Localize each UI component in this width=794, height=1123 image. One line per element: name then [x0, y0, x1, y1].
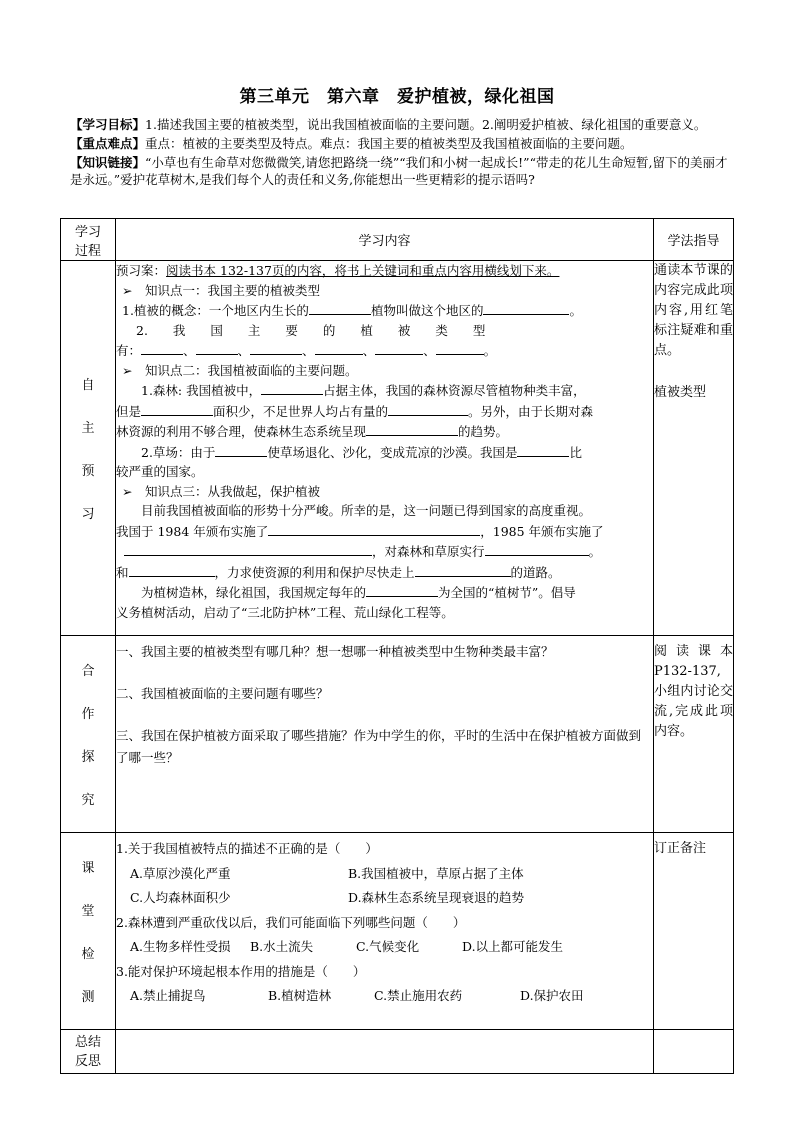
- preview-tip: 通读本节课的内容完成此项内容,用红笔标注疑难和重点。 植被类型: [654, 261, 734, 636]
- protection-law-line-3: 和 ，力求使资源的利用和保护尽快走上 的道路。: [116, 562, 653, 583]
- grassland-line-1: 2.草场：由于 使草场退化、沙化，变成荒凉的沙漠。我国是 比: [116, 442, 653, 463]
- fill-blank[interactable]: [375, 340, 423, 355]
- tree-planting-line-1: 为植树造林，绿化祖国，我国规定每年的 为全国的“植树节”。倡导: [116, 582, 653, 603]
- vegetation-types-blanks: 有： 、 、 、 、 、 。: [116, 340, 653, 361]
- intro-section: [70, 116, 736, 190]
- protection-law-line-1: 我国于 1984 年颁布实施了 ，1985 年颁布实施了: [116, 521, 653, 542]
- option[interactable]: D.保护农田: [520, 988, 584, 1003]
- goal-text: 1.描述我国主要的植被类型，说出我国植被面临的主要问题。2.阐明爱护植被、绿化祖国的重要意义。: [145, 117, 707, 132]
- goal-label: 【学习目标】: [70, 117, 146, 132]
- fill-blank[interactable]: [415, 562, 511, 577]
- option[interactable]: B.我国植被中，草原占据了主体: [348, 865, 524, 881]
- fill-blank[interactable]: [124, 541, 372, 556]
- check-content: [116, 833, 654, 1030]
- option[interactable]: A.生物多样性受损: [130, 939, 231, 954]
- fill-blank[interactable]: [141, 401, 213, 416]
- option[interactable]: D.以上都可能发生: [462, 939, 564, 954]
- key-text: 重点：植被的主要类型及特点。难点：我国主要的植被类型及我国植被面临的主要问题。: [145, 136, 633, 151]
- key-points: [70, 135, 736, 152]
- coop-row: [61, 636, 734, 833]
- fill-blank[interactable]: [315, 340, 363, 355]
- check-question-1: 1.关于我国植被特点的描述不正确的是（ ）: [116, 841, 378, 856]
- fill-blank[interactable]: [268, 521, 480, 536]
- option[interactable]: A.草原沙漠化严重: [130, 865, 231, 881]
- question-1-options-b: [116, 886, 653, 911]
- summary-content[interactable]: [116, 1030, 654, 1074]
- fill-blank[interactable]: [250, 340, 302, 355]
- preview-row: [61, 261, 734, 636]
- fill-blank[interactable]: [366, 582, 438, 597]
- coop-question-2: 二、我国植被面临的主要问题有哪些？: [116, 685, 329, 701]
- knowledge-link: [70, 154, 736, 188]
- summary-tip: [654, 1030, 734, 1074]
- summary-row: [61, 1030, 734, 1074]
- question-2-options: [116, 935, 653, 960]
- coop-question-3: 三、我国在保护植被方面采取了哪些措施？作为中学生的你，平时的生活中在保护植被方面做到了哪一些？: [116, 728, 642, 765]
- link-label: 【知识链接】: [70, 155, 146, 170]
- tree-planting-line-2: 义务植树活动，启动了“三北防护林”工程、荒山绿化工程等。: [116, 604, 454, 620]
- question-3-options: [116, 984, 653, 1009]
- preview-stage: 自 主 预 习: [61, 261, 116, 636]
- learning-goals: [70, 116, 736, 133]
- key-label: 【重点难点】: [70, 136, 146, 151]
- fill-blank[interactable]: [366, 421, 458, 436]
- knowledge-point-2: ➢ 知识点二：我国植被面临的主要问题。: [122, 362, 358, 378]
- question-1-options-a: [116, 862, 653, 887]
- check-tip: 订正备注: [654, 833, 734, 1030]
- preview-content: [116, 261, 654, 636]
- fill-blank[interactable]: [436, 340, 484, 355]
- option[interactable]: C.禁止施用农药: [374, 988, 463, 1003]
- forest-line-1: 1.森林: 我国植被中， 占据主体，我国的森林资源尽管植物种类丰富，: [116, 380, 653, 401]
- fill-blank[interactable]: [483, 300, 569, 315]
- forest-line-2: 但是 面积少，不足世界人均占有量的 。另外，由于长期对森: [116, 401, 653, 422]
- coop-question-1: 一、我国主要的植被类型有哪几种？想一想哪一种植被类型中生物种类最丰富？: [116, 644, 554, 659]
- fill-blank[interactable]: [141, 340, 183, 355]
- knowledge-point-3: ➢ 知识点三：从我做起，保护植被: [122, 483, 320, 499]
- page-title: 第三单元 第六章 爱护植被，绿化祖国: [239, 87, 555, 107]
- coop-tip: 阅读课本P132-137,小组内讨论交流,完成此项内容。: [654, 636, 734, 833]
- forest-line-3: 林资源的利用不够合理，使森林生态系统呈现 的趋势。: [116, 421, 653, 442]
- fill-blank[interactable]: [388, 401, 468, 416]
- coop-stage: 合 作 探 究: [61, 636, 116, 833]
- check-stage: 课 堂 检 测: [61, 833, 116, 1030]
- header-method: 学法指导: [654, 219, 734, 261]
- header-process: 学习过程: [61, 219, 116, 261]
- grassland-line-2: 较严重的国家。: [116, 464, 204, 479]
- fill-blank[interactable]: [261, 380, 323, 395]
- fill-blank[interactable]: [215, 442, 267, 457]
- option[interactable]: C.人均森林面积少: [130, 890, 231, 905]
- option[interactable]: D.森林生态系统呈现衰退的趋势: [348, 890, 525, 905]
- fill-blank[interactable]: [517, 442, 569, 457]
- header-content: 学习内容: [116, 219, 654, 261]
- protection-law-line-2: ，对森林和草原实行 。: [116, 541, 653, 562]
- protection-intro: 目前我国植被面临的形势十分严峻。所幸的是，这一问题已得到国家的高度重视。: [141, 503, 592, 518]
- fill-blank[interactable]: [485, 541, 589, 556]
- tip-vegetation-types: 植被类型: [654, 385, 707, 400]
- vegetation-types-line: 2. 我 国 主 要 的 植 被 类 型: [136, 322, 486, 338]
- link-text: “小草也有生命草对您微微笑,请您把路绕一绕”“我们和小树一起成长!”“带走的花儿生命短暂,留下的美丽才是永远。”爱护花草树木,是我们每个人的责任和义务,你能想出一些更精彩的提示语吗?: [70, 155, 728, 187]
- check-question-3: 3.能对保护环境起根本作用的措施是（ ）: [116, 963, 366, 979]
- preview-lead: 预习案：阅读书本 132-137页的内容，将书上关键词和重点内容用横线划下来。: [116, 263, 560, 278]
- option[interactable]: B.植树造林: [268, 988, 332, 1003]
- coop-content: [116, 636, 654, 833]
- option[interactable]: B.水土流失: [250, 939, 314, 954]
- option[interactable]: C.气候变化: [356, 939, 420, 954]
- table-header-row: [61, 219, 734, 261]
- fill-blank[interactable]: [309, 300, 371, 315]
- study-table: [60, 218, 734, 1074]
- knowledge-point-1: ➢ 知识点一：我国主要的植被类型: [122, 282, 320, 298]
- fill-blank[interactable]: [129, 562, 215, 577]
- check-row: [61, 833, 734, 1030]
- summary-stage: 总结反思: [61, 1030, 116, 1074]
- fill-blank[interactable]: [196, 340, 238, 355]
- check-question-2: 2.森林遭到严重砍伐以后，我们可能面临下列哪些问题（ ）: [116, 914, 466, 930]
- option[interactable]: A.禁止捕捉鸟: [130, 988, 206, 1003]
- vegetation-concept: 1.植被的概念：一个地区内生长的 植物叫做这个地区的 。: [116, 300, 653, 321]
